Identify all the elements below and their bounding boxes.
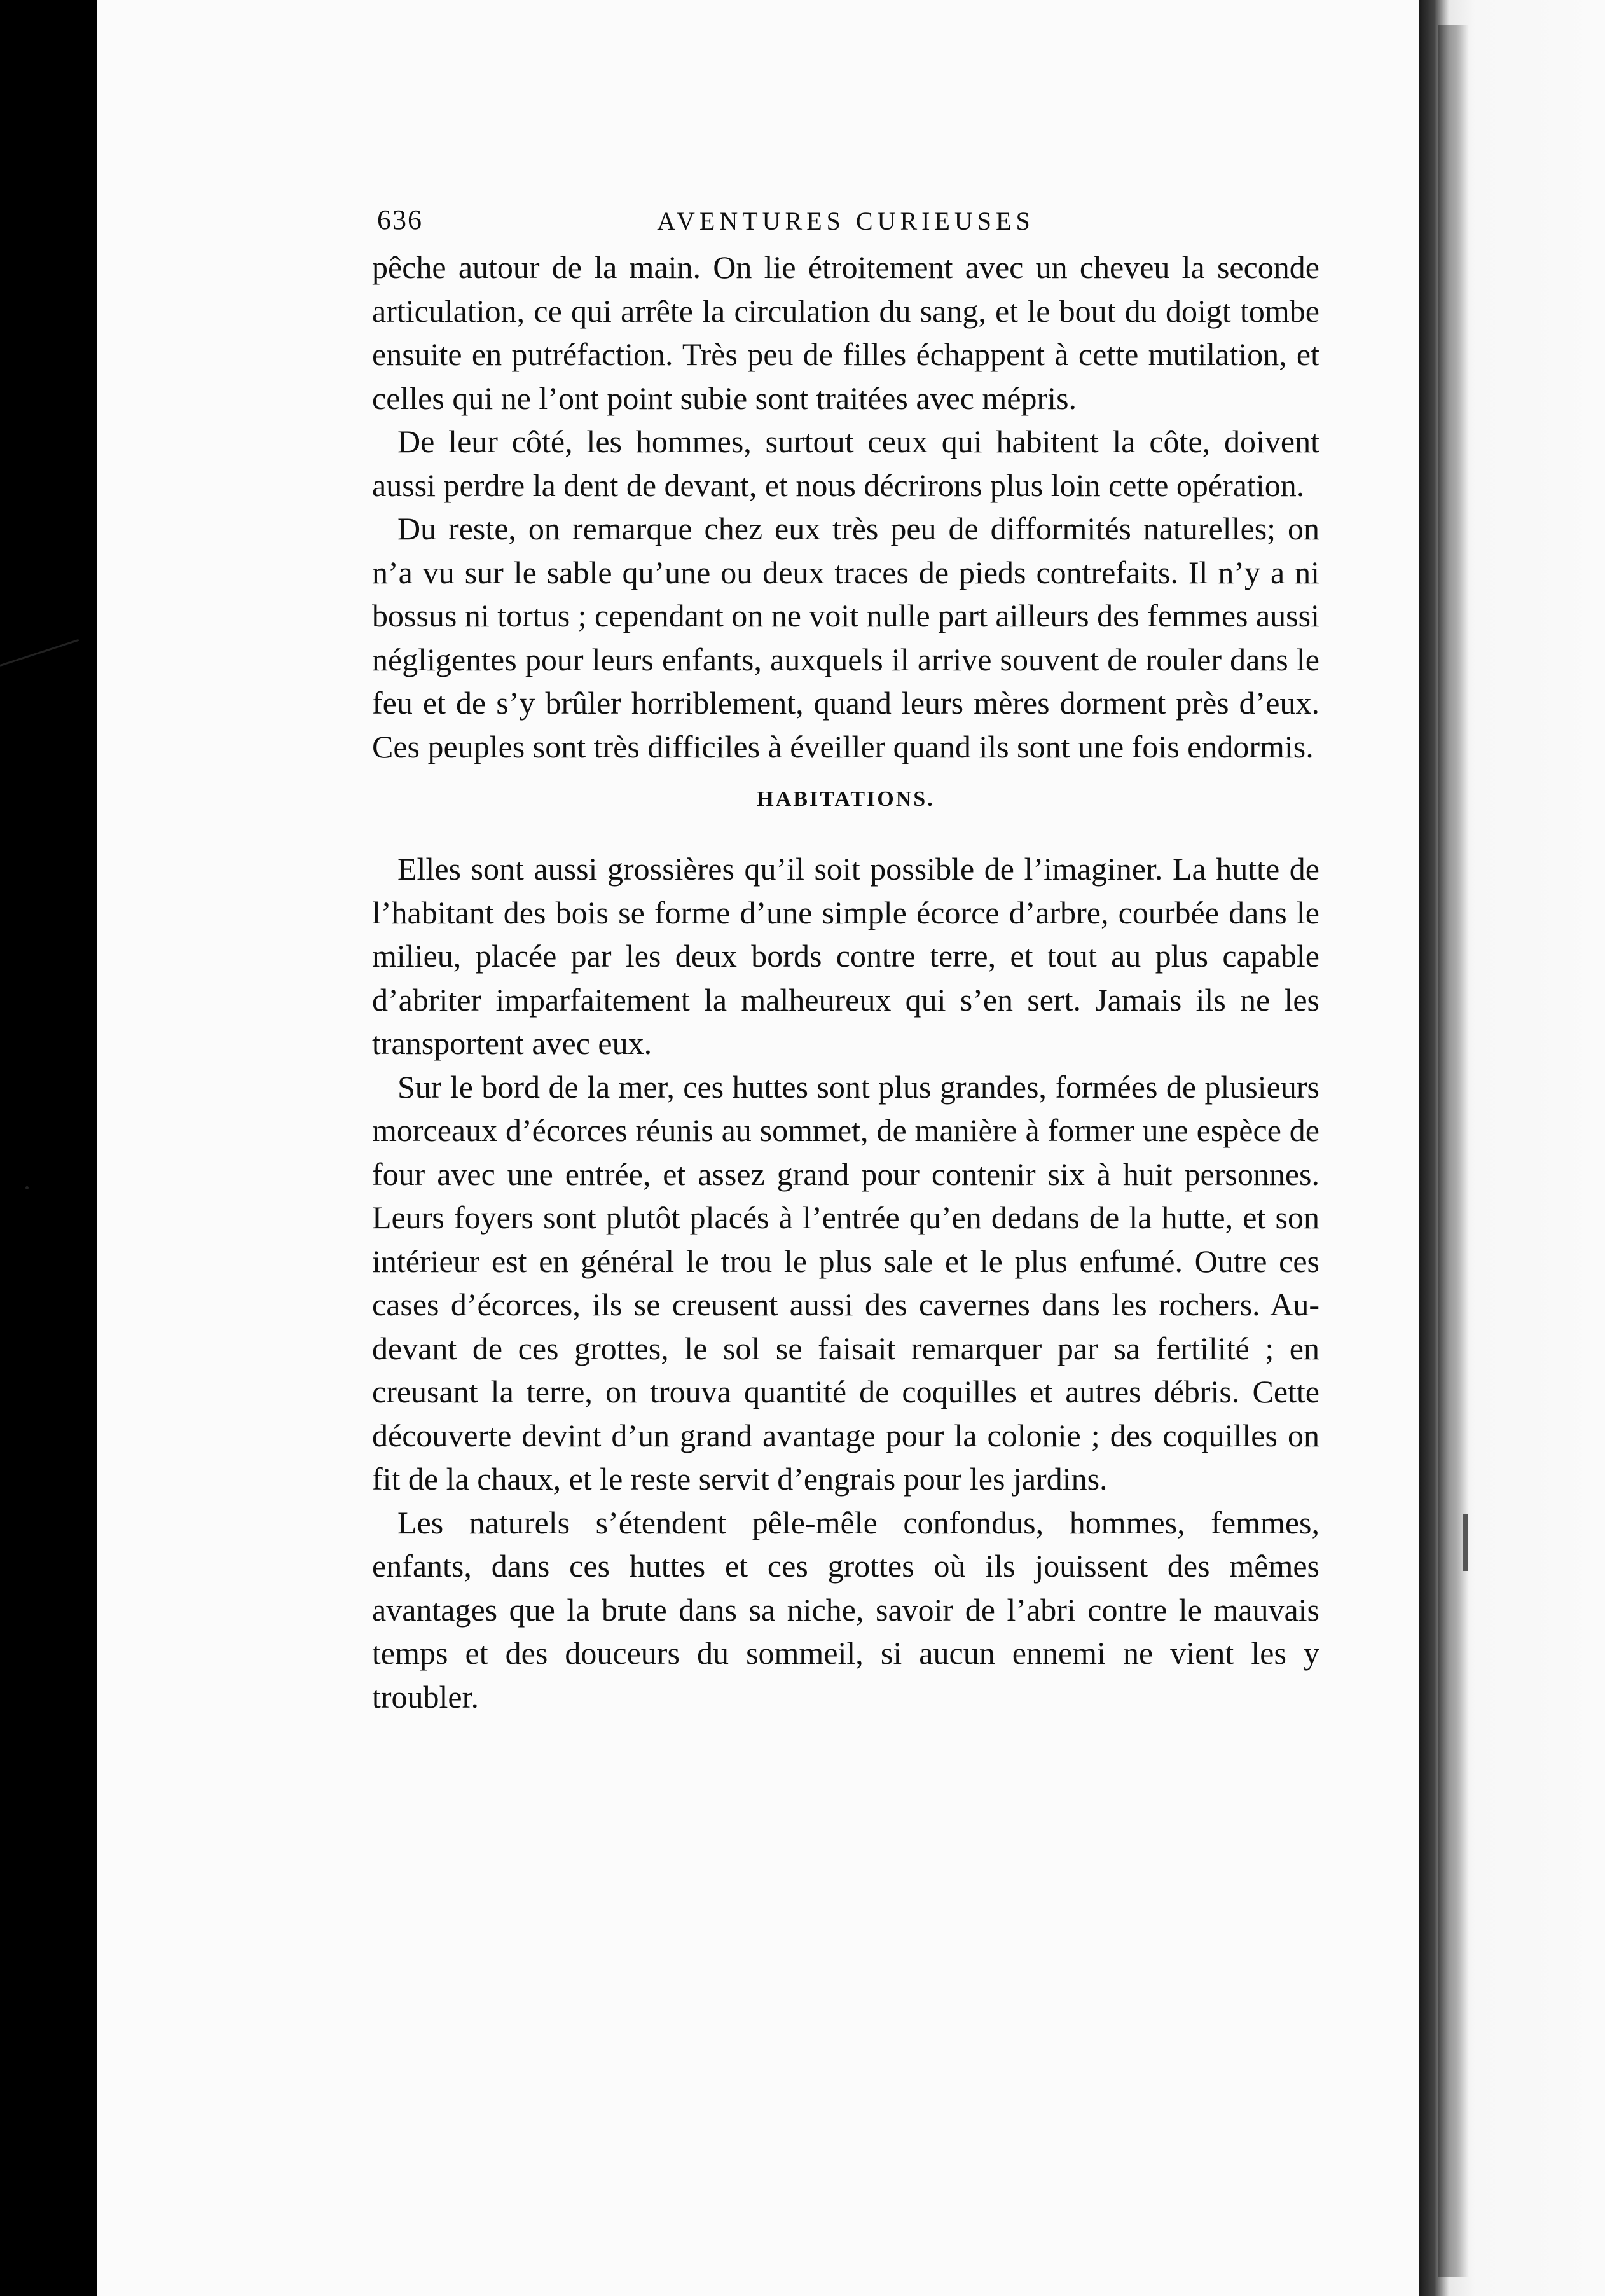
running-head xyxy=(372,184,1319,246)
paragraph-3: Du reste, on remarque chez eux très peu de difformités naturelles; on n’a vu sur le sable qu’une ou deux traces de pieds contrefaits. Il n’y a ni bossus ni tortus ; cependant on ne voit nulle part ailleurs des femmes aussi négligentes pour leurs enfants, auxquels il arrive souvent de rouler dans le feu et de s’y brûler horriblement, quand leurs mères dorment près d’eux. Ces peuples sont très difficiles à éveiller quand ils sont une fois endormis. xyxy=(372,511,1319,764)
page-gutter-shadow xyxy=(1438,25,1469,2277)
paragraph-4: Elles sont aussi grossières qu’il soit possible de l’imaginer. La hutte de l’habitant des bois se forme d’une simple écorce d’arbre, courbée dans le milieu, placée par les deux bords contre terre, et tout au plus capable d’abriter imparfaitement la malheureux qui s’en sert. Jamais ils ne les transportent avec eux. xyxy=(372,851,1319,1061)
paragraph-1: pêche autour de la main. On lie étroitement avec un cheveu la seconde articulation, ce qui arrête la circulation du sang, et le bout du doigt tombe ensuite en putréfaction. Très peu de filles échappent à cette mutilation, et celles qui ne l’ont point subie sont traitées avec mépris. xyxy=(372,249,1319,416)
paragraph-6: Les naturels s’étendent pêle-mêle confondus, hommes, femmes, enfants, dans ces huttes et ces grottes où ils jouissent des mêmes avantages que la brute dans sa niche, savoir de l’abri contre le mauvais temps et des douceurs du sommeil, si aucun ennemi ne vient les y troubler. xyxy=(372,1504,1319,1715)
running-title: AVENTURES CURIEUSES xyxy=(657,207,1035,235)
page-content xyxy=(372,184,1319,1719)
section-heading: HABITATIONS. xyxy=(757,787,935,811)
scan-mark-left xyxy=(0,639,79,667)
paragraph-2: De leur côté, les hommes, surtout ceux qui habitent la côte, doivent aussi perdre la dent de devant, et nous décrirons plus loin cette opération. xyxy=(372,424,1319,503)
scan-mark-right xyxy=(1463,1514,1468,1571)
paragraph-5: Sur le bord de la mer, ces huttes sont plus grandes, formées de plusieurs morceaux d’écorces réunis au sommet, de manière à former une espèce de four avec une entrée, et assez grand pour contenir six à huit personnes. Leurs foyers sont plutôt placés à l’entrée qu’en dedans de la hutte, et son intérieur est en général le trou le plus sale et le plus enfumé. Outre ces cases d’écorces, ils se creusent aussi des cavernes dans les rochers. Au-devant de ces grottes, le sol se faisait remarquer par sa fertilité ; en creusant la terre, on trouva quantité de coquilles et autres débris. Cette découverte devint d’un grand avantage pour la colonie ; des coquilles on fit de la chaux, et le reste servit d’engrais pour les jardins. xyxy=(372,1068,1319,1497)
scan-mark-left-dot xyxy=(25,1186,29,1189)
page-number: 636 xyxy=(377,204,423,235)
